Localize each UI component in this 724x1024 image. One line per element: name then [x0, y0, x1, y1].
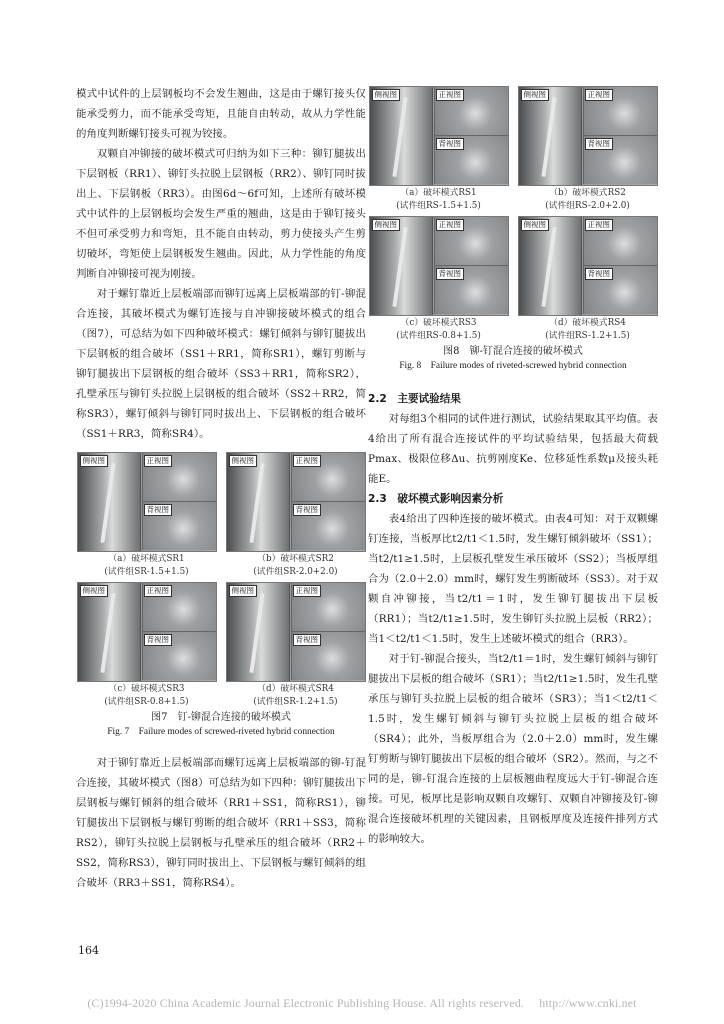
- panel-label: （b）破坏模式SR2: [257, 554, 334, 564]
- photo-rs1: [369, 86, 509, 186]
- photo-sr4: [226, 582, 366, 682]
- photo-sr2: [226, 452, 366, 552]
- panel-sublabel: (试件组SR-1.2+1.5): [253, 697, 338, 707]
- front-view-tag: 正视图: [436, 219, 465, 231]
- figure-8-panel-b: [517, 86, 658, 212]
- figure-7-grid: [76, 452, 366, 708]
- panel-label: （d）破坏模式RS4: [549, 318, 626, 328]
- front-view-tag: 正视图: [293, 585, 322, 597]
- front-view-tag: 正视图: [144, 585, 173, 597]
- figure-7-panel-b: [225, 452, 366, 578]
- front-view-tag: 正视图: [144, 455, 173, 467]
- side-view-tag: 侧视图: [372, 219, 401, 231]
- photo-sr3: [77, 582, 217, 682]
- paragraph-failure-factors-a: 表4给出了四种连接的破坏模式。由表4可知：对于双颗螺钉连接，当板厚比t2/t1＜1.5时，发生螺钉倾斜破坏（SS1）；当t2/t1≥1.5时，上层板孔壁发生承压破坏（SS2）；当板厚组合为（2.0＋2.0）mm时，螺钉发生剪断破坏（SS3）。对于双颗自冲铆接，当t2/t1＝1时，发生铆钉腿拔出下层板（RR1）；当t2/t1≥1.5时，发生铆钉头拉脱上层板（RR2）；当1＜t2/t1＜1.5时，发生上述破坏模式的组合（RR3）。: [368, 513, 658, 645]
- page-number: 164: [78, 944, 99, 957]
- side-view-tag: 侧视图: [80, 585, 109, 597]
- panel-sublabel: (试件组RS-0.8+1.5): [396, 331, 481, 341]
- back-view-tag: 背视图: [144, 634, 173, 646]
- side-view-image: [78, 583, 141, 681]
- front-view-tag: 正视图: [436, 89, 465, 101]
- side-view-tag: 侧视图: [372, 89, 401, 101]
- photo-sr1: [77, 452, 217, 552]
- figure-7-panel-a: [76, 452, 217, 578]
- panel-label: （a）破坏模式RS1: [400, 188, 477, 198]
- figure-8-grid: [368, 86, 658, 342]
- side-view-tag: 侧视图: [521, 219, 550, 231]
- side-view-image: [370, 217, 433, 315]
- panel-label: （a）破坏模式SR1: [108, 554, 185, 564]
- back-view-tag: 背视图: [293, 634, 322, 646]
- panel-sublabel: (试件组RS-2.0+2.0): [545, 201, 630, 211]
- side-view-image: [227, 583, 290, 681]
- front-view-tag: 正视图: [293, 455, 322, 467]
- figure-7-panel-d: [225, 582, 366, 708]
- paragraph-main-results: 对每组3个相同的试件进行测试，试验结果取其平均值。表4给出了所有混合连接试件的平均试验结果，包括最大荷载Pmax、极限位移Δu、抗剪刚度Ke、位移延性系数μ及接头耗能E。: [368, 413, 658, 485]
- side-view-image: [370, 87, 433, 185]
- side-view-tag: 侧视图: [229, 455, 258, 467]
- figure-8-panel-c: [368, 216, 509, 342]
- paragraph-failure-factors-b: 对于钉-铆混合接头，当t2/t1＝1时，发生螺钉倾斜与铆钉腿拔出下层板的组合破坏（SR1）；当t2/t1≥1.5时，发生孔壁承压与铆钉头拉脱上层板的组合破坏（SR3）；当1＜t2/t1＜1.5时，发生螺钉倾斜与铆钉头拉脱上层板的组合破坏（SR4）；此外，当板厚组合为（2.0＋2.0）mm时，发生螺钉剪断与铆钉腿拔出下层板的组合破坏（SR2）。然而，与之不同的是，铆-钉混合连接的上层板翘曲程度远大于钉-铆混合连接。可见，板厚比是影响双颗自攻螺钉、双颗自冲铆接及钉-铆混合连接破坏机理的关键因素，且钢板厚度及连接件排列方式的影响较大。: [368, 653, 658, 845]
- front-view-tag: 正视图: [585, 219, 614, 231]
- figure-8-panel-a: [368, 86, 509, 212]
- side-view-tag: 侧视图: [521, 89, 550, 101]
- panel-sublabel: (试件组RS-1.2+1.5): [545, 331, 630, 341]
- paragraph-continued: 模式中试件的上层钢板均不会发生翘曲，这是由于螺钉接头仅能承受剪力，而不能承受弯矩，且能自由转动，故从力学性能的角度判断螺钉接头可视为铰接。: [76, 88, 366, 140]
- back-view-tag: 背视图: [585, 268, 614, 280]
- figure-8: [368, 86, 658, 373]
- paragraph-screwed-riveted-modes: 对于螺钉靠近上层板端部而铆钉远离上层板端部的钉-铆混合连接，其破坏模式为螺钉连接与自冲铆接破坏模式的组合（图7），可总结为如下四种破坏模式：螺钉倾斜与铆钉腿拔出下层钢板的组合破坏（SS1＋RR1，简称SR1），螺钉剪断与铆钉腿拔出下层钢板的组合破坏（SS3＋RR1，简称SR2），孔壁承压与铆钉头拉脱上层钢板的组合破坏（SS2＋RR2，简称SR3），螺钉倾斜与铆钉同时拔出上、下层钢板的组合破坏（SS1＋RR3，简称SR4）。: [76, 288, 366, 440]
- side-view-image: [519, 87, 582, 185]
- panel-label: （c）破坏模式SR3: [108, 684, 185, 694]
- back-view-tag: 背视图: [585, 138, 614, 150]
- back-view-tag: 背视图: [436, 268, 465, 280]
- side-view-image: [78, 453, 141, 551]
- side-view-image: [227, 453, 290, 551]
- side-view-image: [519, 217, 582, 315]
- figure-7-caption-en: Fig. 7 Failure modes of screwed-riveted hybrid connection: [107, 727, 335, 737]
- paragraph-self-piercing-rivet-modes: 双颗自冲铆接的破坏模式可归纳为如下三种：铆钉腿拔出下层钢板（RR1）、铆钉头拉脱上层钢板（RR2）、铆钉同时拔出上、下层钢板（RR3）。由图6d～6f可知，上述所有破坏模式中试件的上层钢板均会发生严重的翘曲，这是由于铆钉接头不但可承受剪力和弯矩，且不能自由转动，剪力使接头产生剪切破坏，弯矩使上层钢板发生翘曲。因此，从力学性能的角度判断自冲铆接可视为刚接。: [76, 148, 366, 280]
- front-view-tag: 正视图: [585, 89, 614, 101]
- photo-rs4: [518, 216, 658, 316]
- back-view-tag: 背视图: [293, 504, 322, 516]
- panel-sublabel: (试件组SR-1.5+1.5): [104, 567, 189, 577]
- paragraph-riveted-screwed-modes: 对于铆钉靠近上层板端部而螺钉远离上层板端部的铆-钉混合连接，其破坏模式（图8）可总结为如下四种：铆钉腿拔出下层钢板与螺钉倾斜的组合破坏（RR1＋SS1，简称RS1），铆钉腿拔出下层钢板与螺钉剪断的组合破坏（RR1＋SS3，简称RS2），铆钉头拉脱上层钢板与孔壁承压的组合破坏（RR2＋SS2，简称RS3），铆钉同时拔出上、下层钢板与螺钉倾斜的组合破坏（RR3＋SS1，简称RS4）。: [76, 757, 366, 889]
- back-view-tag: 背视图: [436, 138, 465, 150]
- figure-7-panel-c: [76, 582, 217, 708]
- panel-sublabel: (试件组SR-2.0+2.0): [253, 567, 338, 577]
- figure-8-panel-d: [517, 216, 658, 342]
- photo-rs2: [518, 86, 658, 186]
- back-view-tag: 背视图: [144, 504, 173, 516]
- figure-7-caption: 图7 钉-铆混合连接的破坏模式: [151, 712, 291, 723]
- section-heading-2-3: 2.3 破坏模式影响因素分析: [368, 493, 504, 505]
- figure-8-caption-en: Fig. 8 Failure modes of riveted-screwed hybrid connection: [399, 361, 627, 371]
- panel-label: （d）破坏模式SR4: [257, 684, 334, 694]
- side-view-tag: 侧视图: [80, 455, 109, 467]
- figure-8-caption: 图8 铆-钉混合连接的破坏模式: [443, 346, 583, 357]
- right-column: [368, 86, 658, 849]
- panel-sublabel: (试件组RS-1.5+1.5): [396, 201, 481, 211]
- panel-label: （b）破坏模式RS2: [549, 188, 626, 198]
- left-column: [76, 84, 366, 893]
- section-heading-2-2: 2.2 主要试验结果: [368, 393, 461, 405]
- photo-rs3: [369, 216, 509, 316]
- panel-sublabel: (试件组SR-0.8+1.5): [104, 697, 189, 707]
- panel-label: （c）破坏模式RS3: [400, 318, 477, 328]
- copyright-footer: (C)1994-2020 China Academic Journal Electronic Publishing House. All rights reserved. http://www.cnki.net: [87, 996, 637, 1010]
- figure-7: [76, 452, 366, 739]
- side-view-tag: 侧视图: [229, 585, 258, 597]
